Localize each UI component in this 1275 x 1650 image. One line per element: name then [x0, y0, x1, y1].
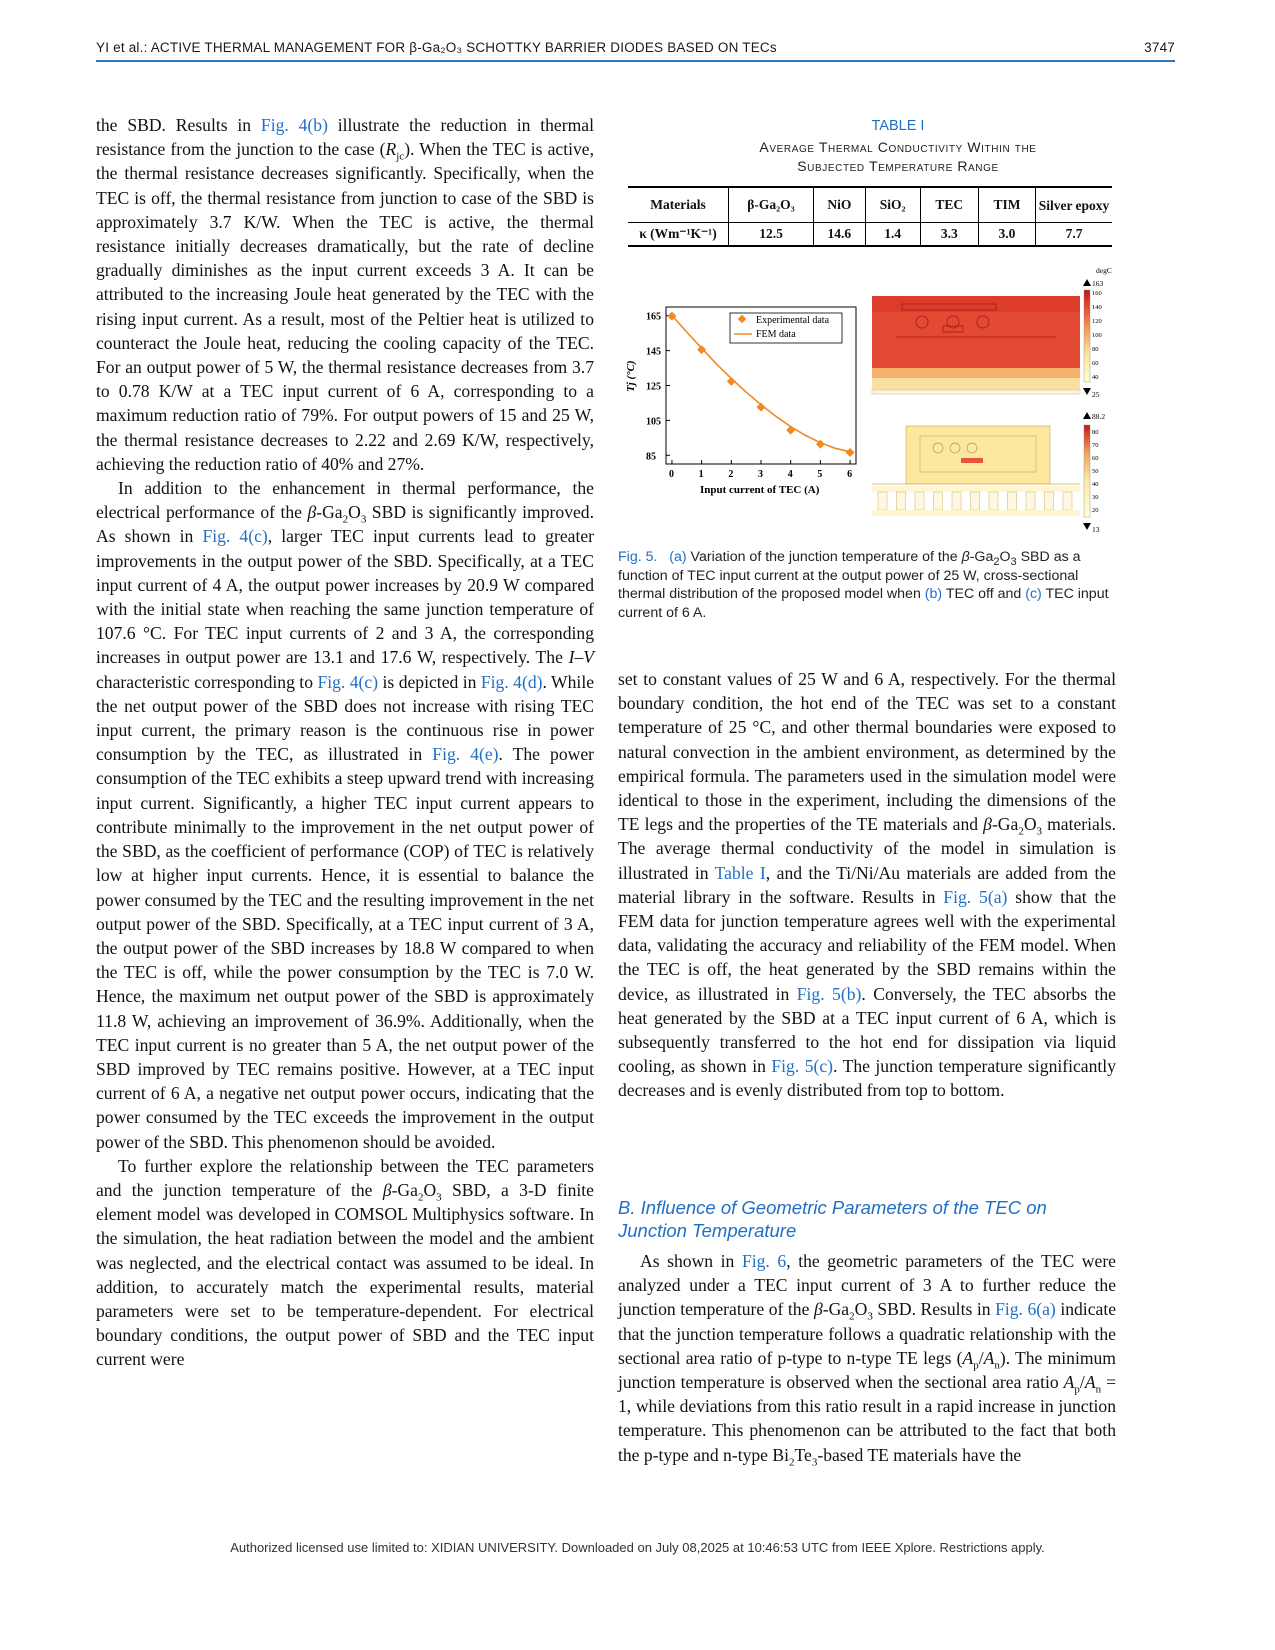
paragraph: the SBD. Results in Fig. 4(b) illustrate the reduction in thermal resistance from the junction to the case $(R_{jc})$. When the TEC is active, the thermal resistance decreases significantly. Specifically, when the TEC is off, the thermal resistance from junction to case of the SBD is approximately 3.7 K/W. When the TEC is active, the thermal resistance initially decreases dramatically, but the rate of decline gradually diminishes as the input current exceeds 3 A. It can be attributed to the increasing Joule heat generated by the TEC with the rising input current. As a result, most of the Peltier heat is utilized to counteract the Joule heat, reducing the cooling capacity of the TEC. For an output power of 5 W, the thermal resistance decreases from 3.7 to 0.78 K/W at a TEC input current of 6 A, corresponding to a maximum reduction ratio of 79%. For output powers of 15 and 25 W, the thermal resistance decreases to 2.22 and 2.69 K/W, respectively, achieving the reduction ratio of 40% and 27%.	[96, 115, 594, 474]
table-cell: 12.5	[729, 223, 814, 247]
table-header-cell: Silver epoxy	[1036, 187, 1113, 223]
x-tick-label: 5	[817, 469, 823, 480]
fig-link[interactable]: Fig. 6	[741, 1251, 787, 1271]
colorbar-units: degC	[1096, 266, 1112, 275]
legend-fem: FEM data	[756, 329, 796, 340]
thermal-map-tec-off	[872, 296, 1080, 394]
colorbar-max: 163	[1092, 279, 1104, 288]
paragraph: To further explore the relationship between the TEC parameters and the junction temperature of the $\beta-Ga_2O_3$ SBD, a 3-D finite element model was developed in COMSOL Multiphysics software. In the simulation, the heat radiation between the model and the ambient was neglected, and the electrical contact was assumed to be ideal. In addition, to accurately match the experimental results, material parameters were set to be temperature-dependent. For electrical boundary conditions, the output power of SBD and the TEC input current were	[96, 1155, 594, 1370]
figure-5	[620, 262, 1120, 542]
colorbar-tick: 70	[1092, 442, 1099, 449]
fig-link[interactable]: Fig. 4(b)	[260, 115, 328, 135]
chart-legend	[730, 313, 842, 343]
paragraph: set to constant values of 25 W and 6 A, respectively. For the thermal boundary condition, the hot end of the TEC was set to a constant temperature of 25 °C, and other thermal boundaries were exposed to natural convection in the ambient environment, as determined by the empirical formula. The parameters used in the simulation model were identical to those in the experiment, including the dimensions of the TE legs and the properties of the TE materials and $\beta-Ga_2O_3$ materials. The average thermal conductivity of the model in simulation is illustrated in Table I, and the Ti/Ni/Au materials are added from the material library in the software. Results in Fig. 5(a) show that the FEM data for junction temperature agrees well with the experimental data, validating the accuracy and reliability of the FEM model. When the TEC is off, the heat generated by the SBD remains within the device, as illustrated in Fig. 5(b). Conversely, the TEC absorbs the heat generated by the SBD at a TEC input current of 6 A, which is subsequently transferred to the hot end for dissipation via liquid cooling, as shown in Fig. 5(c). The junction temperature significantly decreases and is evenly distributed from top to bottom.	[618, 669, 1117, 1101]
colorbar-tick: 60	[1092, 455, 1099, 462]
colorbar-min: 25	[1092, 390, 1100, 399]
page-number: 3747	[1144, 40, 1175, 55]
legend-experimental: Experimental data	[756, 315, 830, 326]
x-tick-label: 0	[668, 469, 674, 480]
figure-5-svg	[620, 262, 1120, 542]
tec-leg	[989, 492, 998, 510]
colorbar-tick: 80	[1092, 346, 1099, 353]
tec-leg	[1045, 492, 1054, 510]
colorbar-tec-6a	[1083, 412, 1105, 534]
fig-link[interactable]: Fig. 4(d)	[480, 671, 543, 692]
colorbar-tick: 40	[1092, 481, 1099, 488]
colorbar-max: 88.2	[1092, 412, 1106, 421]
caption-ref[interactable]: (a)	[669, 549, 687, 565]
tec-leg	[952, 492, 961, 510]
table-header-row	[628, 187, 1112, 223]
table-header-cell: β-Ga₂O₃	[729, 187, 814, 223]
tec-leg	[897, 492, 906, 510]
table-row	[628, 223, 1112, 247]
y-tick-label: 165	[646, 311, 661, 323]
x-tick-label: 6	[847, 469, 853, 480]
colorbar-tick: 100	[1092, 332, 1102, 339]
caption-ref[interactable]: (c)	[1025, 586, 1042, 602]
tec-leg	[1008, 492, 1017, 510]
thermal-conductivity-table	[628, 186, 1112, 247]
tec-leg	[971, 492, 980, 510]
table-header-cell: NiO	[814, 187, 866, 223]
tec-leg	[1063, 492, 1072, 510]
table-cell: κ (Wm⁻¹K⁻¹)	[628, 223, 729, 247]
x-tick-label: 4	[787, 469, 793, 480]
device-housing	[906, 426, 1050, 484]
table-label: TABLE I	[871, 118, 925, 134]
table-header-cell: TEC	[920, 187, 978, 223]
fig-link[interactable]: Fig. 5(c)	[771, 1056, 834, 1077]
right-column-upper	[618, 667, 1116, 1103]
paragraph: In addition to the enhancement in thermal performance, the electrical performance of the $\beta-Ga_2O_3$ SBD is significantly improved. As shown in Fig. 4(c), larger TEC input currents lead to greater improvements in the output power of the SBD. Specifically, at a TEC input current of 4 A, the output power increases by 20.9 W compared with the initial state when reaching the same junction temperature of 107.6 °C. For TEC input currents of 2 and 3 A, the corresponding increases in output power are 13.1 and 17.6 W, respectively. The I–V characteristic corresponding to Fig. 4(c) is depicted in Fig. 4(d). While the net output power of the SBD does not increase with rising TEC input current, the primary reason is the continuous rise in power consumption by the TEC, as illustrated in Fig. 4(e). The power consumption of the TEC exhibits a steep upward trend with increasing input current. Significantly, a higher TEC input current appears to contribute minimally to the improvement in the net output power of the SBD, as the coefficient of performance (COP) of TEC is relatively low at higher input currents. Hence, it is essential to balance the power consumed by the TEC and the resulting improvement in the net output power of the SBD. Specifically, at a TEC input current of 3 A, the output power of the SBD increases by 18.8 W compared to when the TEC is off, while the power consumption by the TEC is 7.0 W. Hence, the maximum net output power of the SBD is approximately 11.8 W, achieving an improvement of 36.9%. Additionally, when the TEC input current is no greater than 5 A, the net output power of the SBD improved by TEC remains positive. However, at a TEC input current of 6 A, a negative net output power occurs, indicating that the power consumed by the TEC exceeds the improvement in the output power of the SBD. This phenomenon should be avoided.	[96, 478, 595, 1152]
y-tick-label: 125	[646, 381, 661, 393]
colorbar-tick: 50	[1092, 468, 1099, 475]
colorbar-min: 13	[1092, 525, 1100, 534]
colorbar-tick: 80	[1092, 429, 1099, 436]
fig-link[interactable]: Fig. 5(a)	[943, 886, 1008, 907]
tec-leg	[878, 492, 887, 510]
x-tick-label: 2	[728, 469, 734, 480]
colorbar-tick: 120	[1092, 318, 1102, 325]
fig-link[interactable]: Fig. 4(e)	[432, 744, 499, 765]
colorbar-tick: 30	[1092, 494, 1099, 501]
fig-link[interactable]: Fig. 4(c)	[202, 526, 268, 547]
paragraph: As shown in Fig. 6, the geometric parameters of the TEC were analyzed under a TEC input current of 3 A to further reduce the junction temperature of the $\beta-Ga_2O_3$ SBD. Results in Fig. 6(a) indicate that the junction temperature follows a quadratic relationship with the sectional area ratio of p-type to n-type TE legs $(A_p/A_n)$. The minimum junction temperature is observed when the sectional area ratio $A_p/A_n = 1$, while deviations from this ratio result in a rapid increase in junction temperature. This phenomenon can be attributed to the fact that both the p-type and n-type $Bi_2Te_3$-based TE materials have the	[618, 1251, 1117, 1469]
y-axis-label: Tj (°C)	[625, 360, 637, 392]
junction-temperature-chart	[625, 307, 856, 496]
tec-leg	[934, 492, 943, 510]
y-tick-label: 85	[646, 451, 656, 463]
table-header-cell: Materials	[628, 187, 729, 223]
table-cell: 1.4	[865, 223, 920, 247]
table-header-cell: TIM	[978, 187, 1035, 223]
running-title: YI et al.: ACTIVE THERMAL MANAGEMENT FOR β-Ga₂O₃ SCHOTTKY BARRIER DIODES BASED ON TECs	[96, 40, 777, 55]
table-cell: 3.0	[978, 223, 1035, 247]
tec-legs	[878, 492, 1072, 510]
colorbar-tick: 20	[1092, 507, 1099, 514]
fig-link[interactable]: Fig. 6(a)	[995, 1299, 1056, 1320]
caption-ref[interactable]: (b)	[924, 586, 943, 602]
table-cell: 3.3	[920, 223, 978, 247]
tec-leg	[915, 492, 924, 510]
left-column	[96, 113, 594, 1372]
table-title: Average Thermal Conductivity Within the Subjected Temperature Range	[759, 139, 1037, 174]
x-axis-label: Input current of TEC (A)	[700, 484, 820, 496]
colorbar-tick: 60	[1092, 360, 1099, 367]
running-header	[96, 38, 1175, 62]
thermal-map-tec-6a	[872, 426, 1080, 516]
colorbar-tick: 160	[1092, 290, 1102, 297]
colorbar-tick: 140	[1092, 304, 1102, 311]
x-tick-label: 3	[758, 469, 763, 480]
figure-caption: Fig. 5. (a) Variation of the junction temperature of the $\beta-Ga_2O_3$ SBD as a function of TEC input current at the output power of 25 W, cross-sectional thermal distribution of the proposed model when (b) TEC off and (c) TEC input current of 6 A.	[618, 549, 1109, 621]
table-link[interactable]: Table I	[714, 862, 766, 883]
x-tick-label: 1	[698, 469, 704, 480]
footer-license: Authorized licensed use limited to: XIDIAN UNIVERSITY. Downloaded on July 08,2025 at 10:46:53 UTC from IEEE Xplore. Restrictions apply.	[230, 1540, 1045, 1555]
y-tick-label: 145	[646, 346, 661, 358]
table-cell: 14.6	[814, 223, 866, 247]
section-heading: B. Influence of Geometric Parameters of the TEC on Junction Temperature	[618, 1197, 1047, 1241]
table-cell: 7.7	[1036, 223, 1113, 247]
fig-link[interactable]: Fig. 4(c)	[317, 671, 379, 692]
y-tick-label: 105	[646, 416, 661, 428]
fig-link[interactable]: Fig. 5(b)	[796, 983, 862, 1004]
right-column-lower	[618, 1249, 1116, 1467]
table-header-cell: SiO₂	[865, 187, 920, 223]
tec-leg	[1026, 492, 1035, 510]
colorbar-tick: 40	[1092, 374, 1099, 381]
colorbar-tec-off	[1083, 266, 1112, 399]
